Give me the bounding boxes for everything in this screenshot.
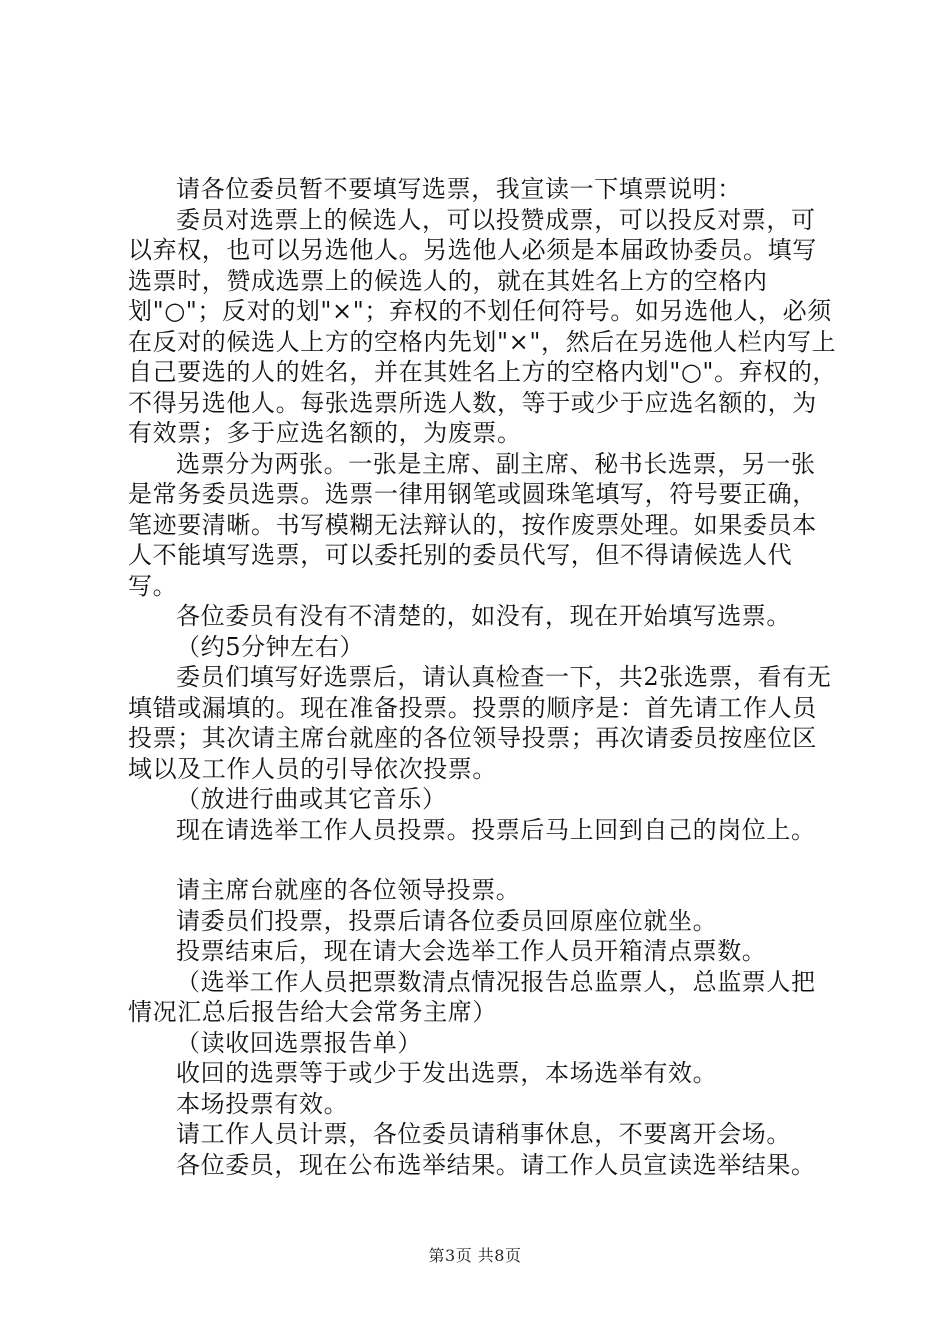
paragraph-read-report: （读收回选票报告单） [176,1028,422,1057]
page-number-footer: 第3页 共8页 [428,1246,522,1265]
document-body [128,174,840,1180]
paragraph-leaders-vote: 请主席台就座的各位领导投票。 [176,876,521,904]
paragraph-staff-vote: 现在请选举工作人员投票。投票后马上回到自己的岗位上。 [176,815,816,844]
paragraph-report-note: （选举工作人员把票数清点情况报告总监票人，总监票人把情况汇总后报告给大会常务主席） [128,967,816,1026]
paragraph-tally: 请工作人员计票，各位委员请稍事休息，不要离开会场。 [176,1120,791,1148]
paragraph-ballot-types: 选票分为两张。一张是主席、副主席、秘书长选票，另一张是常务委员选票。选票一律用钢笔或圆珠笔填写，符号要正确，笔迹要清晰。书写模糊无法辩认的，按作废票处理。如果委员本人不能填写选票，可以委托别的委员代写，但不得请候选人代写。 [128,449,817,600]
paragraph-members-vote: 请委员们投票，投票后请各位委员回原座位就坐。 [176,906,718,935]
paragraph-election-valid: 收回的选票等于或少于发出选票，本场选举有效。 [176,1059,718,1087]
paragraph-announce-results: 各位委员，现在公布选举结果。请工作人员宣读选举结果。 [176,1150,816,1179]
paragraph-count-votes: 投票结束后，现在请大会选举工作人员开箱清点票数。 [176,937,767,965]
paragraph-start-filling: 各位委员有没有不清楚的，如没有，现在开始填写选票。 [176,602,791,630]
paragraph-instructions-intro: 请各位委员暂不要填写选票，我宣读一下填票说明： [176,175,742,203]
paragraph-vote-valid: 本场投票有效。 [176,1089,349,1118]
paragraph-voting-order: 委员们填写好选票后，请认真检查一下，共2张选票，看有无填错或漏填的。现在准备投票。投票的顺序是：首先请工作人员投票；其次请主席台就座的各位领导投票；再次请委员按座位区域以及工作人员的引导依次投票。 [128,663,832,783]
paragraph-voting-rules: 委员对选票上的候选人，可以投赞成票，可以投反对票，可以弃权，也可以另选他人。另选他人必须是本届政协委员。填写选票时，赞成选票上的候选人的，就在其姓名上方的空格内划"○"；反对的划"×"；弃权的不划任何符号。如另选他人，必须在反对的候选人上方的空格内先划"×"，然后在另选他人栏内写上自己要选的人的姓名，并在其姓名上方的空格内划"○"。弃权的，不得另选他人。每张选票所选人数，等于或少于应选名额的，为有效票；多于应选名额的，为废票。 [128,205,838,447]
paragraph-time-note: （约5分钟左右） [176,632,365,661]
paragraph-music-note: （放进行曲或其它音乐） [176,785,447,813]
